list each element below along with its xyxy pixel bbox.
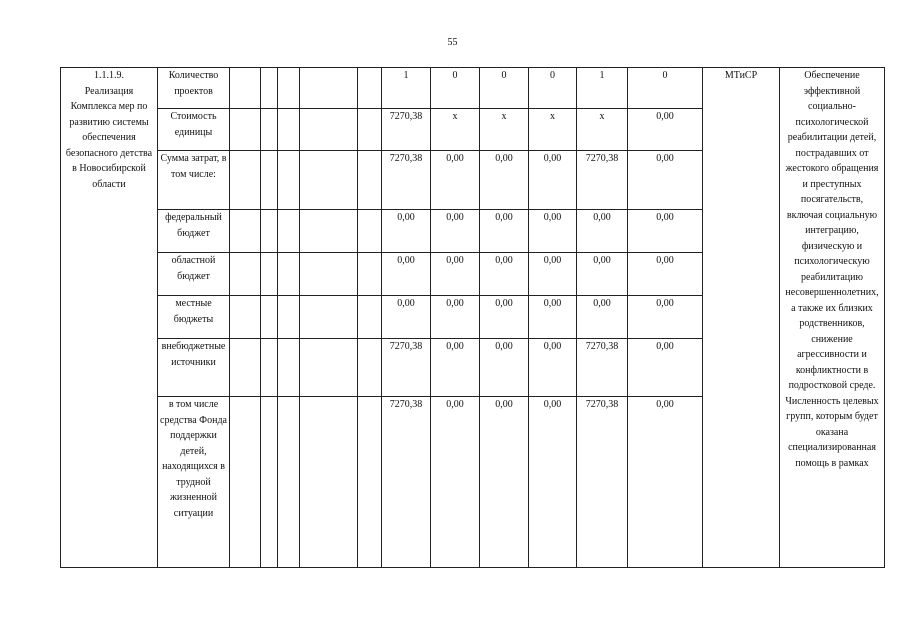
value-cell: 0 [529, 68, 577, 109]
value-cell: 7270,38 [577, 397, 628, 568]
page-number: 55 [447, 37, 458, 48]
value-cell: 1 [577, 68, 628, 109]
row-label: внебюджетные источники [158, 339, 230, 397]
value-cell: 0,00 [628, 397, 703, 568]
value-cell: 0,00 [480, 296, 529, 339]
value-cell: x [577, 109, 628, 151]
program-measures-table [60, 67, 885, 568]
value-cell: 1 [382, 68, 431, 109]
value-cell: 0,00 [628, 253, 703, 296]
value-cell: 0,00 [529, 296, 577, 339]
value-cell: 0,00 [529, 210, 577, 253]
value-cell: 0 [431, 68, 480, 109]
value-cell: 0,00 [431, 397, 480, 568]
measure-code: 1.1.1.9. [94, 70, 124, 81]
value-cell: 0,00 [628, 339, 703, 397]
value-cell: 0,00 [382, 210, 431, 253]
measure-cell [61, 68, 158, 568]
value-cell: 7270,38 [382, 397, 431, 568]
row-label: Сумма затрат, в том числе: [158, 151, 230, 210]
value-cell: 0 [628, 68, 703, 109]
value-cell: 0,00 [382, 296, 431, 339]
row-label: местные бюджеты [158, 296, 230, 339]
value-cell: 0,00 [628, 151, 703, 210]
row-label: областной бюджет [158, 253, 230, 296]
value-cell: x [431, 109, 480, 151]
expected-result-cell: Обеспечение эффективной социально-психологической реабилитации детей, пострадавших от жестокого обращения и преступных посягательств, включая социальную интеграцию, физическую и психологическую реабилитацию несовершеннолетних, а также их близких родственников, снижение агрессивности и конфликтности в подростковой среде. Численность целевых групп, которым будет оказана специализированная помощь в рамках [780, 68, 885, 568]
value-cell: 7270,38 [382, 109, 431, 151]
value-cell: 0,00 [529, 151, 577, 210]
value-cell: 7270,38 [577, 151, 628, 210]
row-label: Стоимость единицы [158, 109, 230, 151]
value-cell: 0,00 [577, 253, 628, 296]
value-cell: 0,00 [431, 253, 480, 296]
value-cell: 7270,38 [382, 339, 431, 397]
value-cell: x [529, 109, 577, 151]
value-cell: 0,00 [431, 210, 480, 253]
value-cell: 0,00 [382, 253, 431, 296]
value-cell: 0,00 [577, 210, 628, 253]
value-cell: 0,00 [480, 397, 529, 568]
value-cell: 0,00 [480, 253, 529, 296]
executor-cell: МТиСР [703, 68, 780, 568]
value-cell: 0,00 [431, 339, 480, 397]
value-cell: 0,00 [529, 397, 577, 568]
value-cell: 0,00 [431, 296, 480, 339]
value-cell: 0,00 [628, 210, 703, 253]
value-cell: 0 [480, 68, 529, 109]
value-cell: 0,00 [480, 151, 529, 210]
value-cell: 0,00 [529, 339, 577, 397]
measure-title: Реализация Комплекса мер по развитию системы обеспечения безопасного детства в Новосибирской области [65, 85, 153, 190]
value-cell: 0,00 [577, 296, 628, 339]
value-cell: 0,00 [431, 151, 480, 210]
table-row [61, 68, 885, 109]
value-cell: 0,00 [480, 339, 529, 397]
value-cell: 0,00 [529, 253, 577, 296]
value-cell: 0,00 [480, 210, 529, 253]
row-label: Количество проектов [158, 68, 230, 109]
value-cell: 0,00 [628, 109, 703, 151]
value-cell: 0,00 [628, 296, 703, 339]
value-cell: 7270,38 [577, 339, 628, 397]
row-label: в том числе средства Фонда поддержки детей, находящихся в трудной жизненной ситуации [158, 397, 230, 568]
row-label: федеральный бюджет [158, 210, 230, 253]
value-cell: 7270,38 [382, 151, 431, 210]
value-cell: x [480, 109, 529, 151]
